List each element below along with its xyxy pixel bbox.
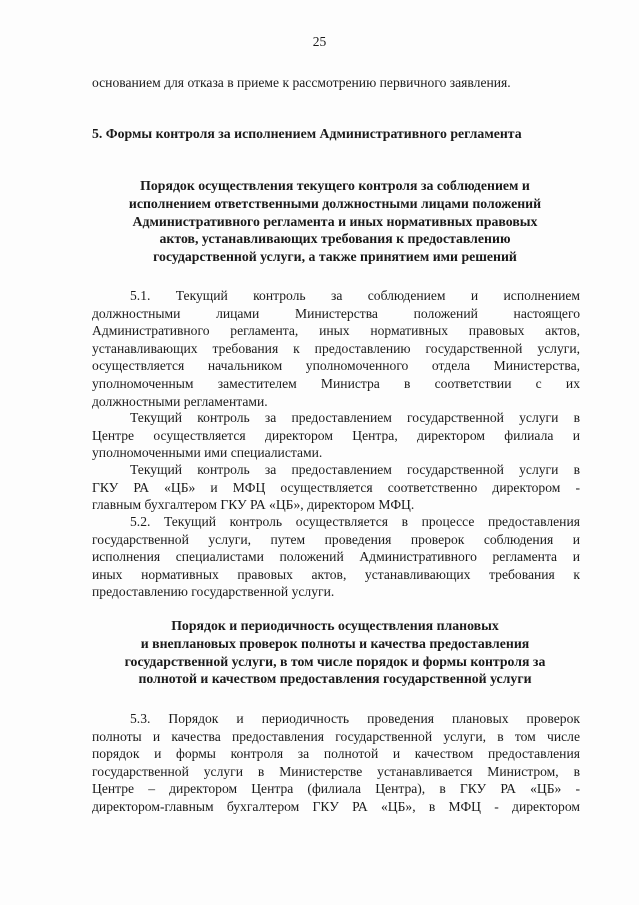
subheading-current-control	[80, 177, 590, 266]
text-line: исполнения специалистами положений Административного регламента и	[92, 549, 580, 565]
paragraph-5-1	[92, 287, 580, 410]
text-line: Текущий контроль за предоставлением государственной услуги в	[130, 410, 580, 425]
text-line: Административного регламента, иных нормативных правовых актов,	[92, 323, 580, 339]
text-line: государственной услуги, путем проведения проверок соблюдения и	[92, 531, 580, 547]
heading-line: исполнением ответственными должностными лицами положений	[128, 195, 542, 211]
text-line: осуществляется начальником уполномоченного отдела Министерства,	[92, 358, 580, 374]
paragraph-gku-control	[92, 461, 580, 514]
heading-line: актов, устанавливающих требования к предоставлению	[159, 231, 511, 247]
subheading-planned-inspections	[80, 617, 590, 688]
text-line: устанавливающих требования к предоставлению государственной услуги,	[92, 340, 580, 356]
text-line: иных нормативных правовых актов, устанавливающих требования к	[92, 566, 580, 582]
text-line: главным бухгалтером ГКУ РА «ЦБ», директором МФЦ.	[92, 497, 415, 513]
text-line: должностными лицами Министерства положений настоящего	[92, 305, 580, 321]
text-line: Текущий контроль за предоставлением государственной услуги в	[130, 462, 580, 477]
paragraph-5-3	[92, 710, 580, 816]
page-number: 25	[312, 34, 327, 49]
text-line: 5.1. Текущий контроль за соблюдением и исполнением	[130, 288, 580, 303]
text-line: порядок и формы контроля за полнотой и качеством предоставления	[92, 746, 580, 762]
paragraph-center-control	[92, 409, 580, 462]
text-line: 5.2. Текущий контроль осуществляется в процессе предоставления	[130, 514, 580, 529]
heading-line: государственной услуги, а также принятием ими решений	[153, 249, 517, 265]
text-line: государственной услуги в Министерстве устанавливается Министром, в	[92, 763, 580, 779]
heading-line: государственной услуги, в том числе порядок и формы контроля за	[124, 653, 546, 669]
heading-line: Административного регламента и иных нормативных правовых	[132, 213, 538, 229]
text-line: ГКУ РА «ЦБ» и МФЦ осуществляется соответственно директором -	[92, 479, 580, 495]
text-line: полноты и качества предоставления государственной услуги, в том числе	[92, 728, 580, 744]
text-line: Центре – директором Центра (филиала Центра), в ГКУ РА «ЦБ» -	[92, 781, 580, 797]
heading-line: Порядок осуществления текущего контроля за соблюдением и	[140, 178, 530, 193]
text-line: основанием для отказа в приеме к рассмотрению первичного заявления.	[92, 75, 511, 90]
text-line: предоставлению государственной услуги.	[92, 584, 335, 600]
heading-line: полнотой и качеством предоставления государственной услуги	[138, 671, 532, 687]
heading-line: и внеплановых проверок полноты и качества предоставления	[140, 635, 530, 651]
text-line: Центре осуществляется директором Центра, директором филиала и	[92, 427, 580, 443]
text-line: 5.3. Порядок и периодичность проведения плановых проверок	[130, 711, 580, 726]
heading-line: Порядок и периодичность осуществления плановых	[171, 618, 499, 633]
text-line: должностными регламентами.	[92, 393, 268, 409]
section-title: 5. Формы контроля за исполнением Административного регламента	[92, 126, 522, 141]
opening-line	[92, 74, 580, 92]
text-line: уполномоченным заместителем Министра в соответствии с их	[92, 375, 580, 391]
paragraph-5-2	[92, 513, 580, 601]
text-line: уполномоченными ими специалистами.	[92, 445, 323, 461]
text-line: директором-главным бухгалтером ГКУ РА «ЦБ», в МФЦ - директором	[92, 798, 580, 814]
